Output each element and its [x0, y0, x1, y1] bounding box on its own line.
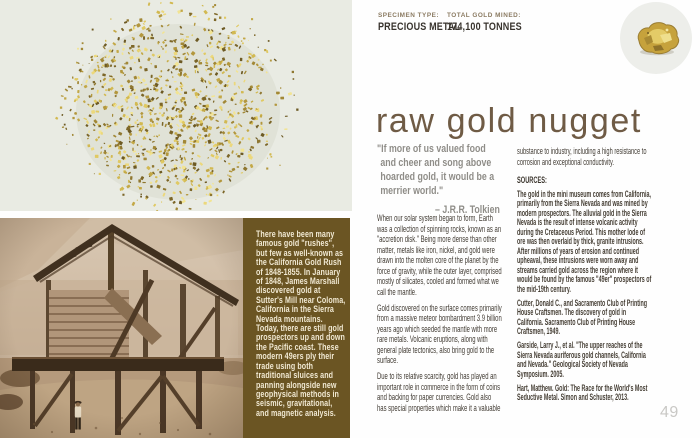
body-paragraph-1: When our solar system began to form, Earth was a collection of spinning rocks, known as an "accretion disk." Being more dense than other matter, metals like iron, nickel, and gold were drawn into the molten core of the planet by the force of gravity, while the outer layer, comprised mostly of silicates, cooled and formed what we call the mantle. [377, 212, 502, 297]
body-column-right [517, 146, 654, 407]
source-reference: Hart, Matthew. Gold: The Race for the World's Most Seductive Metal. Simon and Schuster, 2013. [517, 382, 648, 402]
specimen-type-value: PRECIOUS METAL [378, 21, 461, 33]
total-gold-mined-value: 174,100 TONNES [447, 21, 522, 33]
sources-text [517, 190, 654, 403]
sources-heading: SOURCES: [517, 174, 547, 185]
page-title: raw gold nugget [376, 102, 642, 140]
body-paragraph-2: Gold discovered on the surface comes primarily from a massive meteor bombardment 3.9 billion years ago which seeded the mantle with more rare metals. Volcanic eruptions, along with general plate tectonics, also bring gold to the surface. [377, 301, 502, 365]
sutters-mill-illustration [0, 218, 243, 438]
page-number: 49 [660, 404, 679, 421]
body-column-left [377, 213, 502, 419]
source-reference: Cutter, Donald C., and Sacramento Club of Printing House Craftsmen. The discovery of gold in California. Sacramento Club of Printing House Craftsmen, 1949. [517, 297, 648, 336]
total-gold-mined [447, 12, 538, 33]
body-paragraph-4: substance to industry, including a high resistance to corrosion and exceptional conductivity. [517, 145, 647, 167]
pull-quote [377, 142, 502, 217]
sidebar-text: There have been many famous gold "rushes", but few as well-known as the California Gold Rush of 1848-1855. In January of 1848, James Marshall discovered gold at Sutter's Mill near Coloma, California in the Sierra Nevada mountains. Today, there are still gold prospectors up and down the Pacific coast. These modern 49ers ply their trade using both traditional sluices and panning alongside new geophysical methods in seismic, gravitational, and magnetic analysis. [256, 229, 346, 418]
gold-flakes-photo [0, 0, 352, 211]
total-gold-mined-label: TOTAL GOLD MINED: [447, 12, 521, 19]
specimen-type-label: SPECIMEN TYPE: [378, 12, 439, 19]
sources-intro: The gold in the mini museum comes from California, primarily from the Sierra Nevada and was mined by modern prospectors. The alluvial gold in the Sierra Nevada is the result of intense volcanic activity during the Cretaceous Period. This mother lode of ore was then overlaid by thick, granite intrusions. After millions of years of erosion and continued upheaval, these intrusions were worn away and streams carried gold across the region where it would be found by the famous "49er" prospectors of the mid-19th century. [517, 188, 652, 294]
quote-text: "If more of us valued food and cheer and song above hoarded gold, it would be a merrier world." [377, 143, 495, 197]
gold-nugget-photo [620, 2, 692, 74]
sutters-mill-photo [0, 218, 243, 438]
sidebar-gold-rush [243, 218, 350, 438]
quote-attribution: – J.R.R. Tolkien [435, 204, 500, 216]
body-paragraph-3: Due to its relative scarcity, gold has played an important role in commerce in the form of coins and backing for paper currencies. Gold also has special properties which make it a valuable [377, 370, 501, 413]
gold-flakes-illustration [0, 0, 352, 211]
gold-nugget-illustration [620, 2, 692, 74]
source-reference: Garside, Larry J., et al. "The upper reaches of the Sierra Nevada auriferous gold channels, California and Nevada." Geological Society of Nevada Symposium. 2005. [517, 340, 646, 379]
